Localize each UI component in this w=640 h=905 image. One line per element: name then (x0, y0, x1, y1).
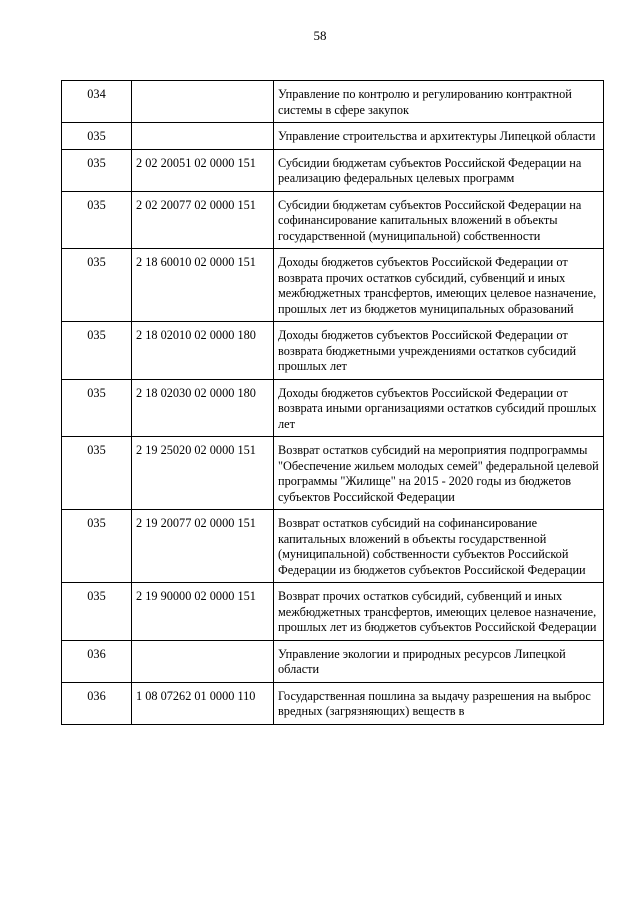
table-row (62, 191, 604, 249)
description-cell: Доходы бюджетов субъектов Российской Федерации от возврата прочих остатков субсидий, субвенций и иных межбюджетных трансфертов, имеющих целевое назначение, прошлых лет из бюджетов муниципальных образований (274, 249, 604, 322)
kbk-code-cell: 2 18 02030 02 0000 180 (132, 379, 274, 437)
admin-code-cell: 035 (62, 437, 132, 510)
description-cell: Возврат остатков субсидий на софинансирование капитальных вложений в объекты государственной (муниципальной) собственности субъектов Российской Федерации из бюджетов субъектов Российской Федерации (274, 510, 604, 583)
table-row (62, 81, 604, 123)
description-cell: Государственная пошлина за выдачу разрешения на выброс вредных (загрязняющих) веществ в (274, 682, 604, 724)
admin-code-cell: 035 (62, 249, 132, 322)
description-cell: Возврат остатков субсидий на мероприятия подпрограммы "Обеспечение жильем молодых семей" федеральной целевой программы "Жилище" на 2015 - 2020 годы из бюджетов субъектов Российской Федерации (274, 437, 604, 510)
page-number: 58 (313, 28, 327, 43)
table-row (62, 682, 604, 724)
kbk-code-cell (132, 81, 274, 123)
kbk-code-cell: 2 02 20051 02 0000 151 (132, 149, 274, 191)
description-cell: Доходы бюджетов субъектов Российской Федерации от возврата бюджетными учреждениями остатков субсидий прошлых лет (274, 322, 604, 380)
kbk-code-cell (132, 640, 274, 682)
description-cell: Доходы бюджетов субъектов Российской Федерации от возврата иными организациями остатков субсидий прошлых лет (274, 379, 604, 437)
table-row (62, 437, 604, 510)
budget-classification-table (61, 80, 604, 725)
table-row (62, 640, 604, 682)
admin-code-cell: 035 (62, 149, 132, 191)
kbk-code-cell: 2 18 02010 02 0000 180 (132, 322, 274, 380)
kbk-code-cell: 2 19 90000 02 0000 151 (132, 583, 274, 641)
description-cell: Субсидии бюджетам субъектов Российской Федерации на софинансирование капитальных вложений в объекты государственной (муниципальной) собственности (274, 191, 604, 249)
table-row (62, 322, 604, 380)
description-cell: Возврат прочих остатков субсидий, субвенций и иных межбюджетных трансфертов, имеющих целевое назначение, прошлых лет из бюджетов субъектов Российской Федерации (274, 583, 604, 641)
table-row (62, 510, 604, 583)
admin-code-cell: 036 (62, 640, 132, 682)
description-cell: Управление строительства и архитектуры Липецкой области (274, 123, 604, 150)
admin-code-cell: 036 (62, 682, 132, 724)
kbk-code-cell: 2 19 25020 02 0000 151 (132, 437, 274, 510)
admin-code-cell: 035 (62, 379, 132, 437)
table-row (62, 123, 604, 150)
description-cell: Управление по контролю и регулированию контрактной системы в сфере закупок (274, 81, 604, 123)
kbk-code-cell: 2 19 20077 02 0000 151 (132, 510, 274, 583)
table-row (62, 379, 604, 437)
table-row (62, 583, 604, 641)
description-cell: Управление экологии и природных ресурсов Липецкой области (274, 640, 604, 682)
table-row (62, 249, 604, 322)
kbk-code-cell: 1 08 07262 01 0000 110 (132, 682, 274, 724)
admin-code-cell: 035 (62, 191, 132, 249)
kbk-code-cell (132, 123, 274, 150)
kbk-code-cell: 2 18 60010 02 0000 151 (132, 249, 274, 322)
table-row (62, 149, 604, 191)
admin-code-cell: 035 (62, 123, 132, 150)
admin-code-cell: 035 (62, 322, 132, 380)
description-cell: Субсидии бюджетам субъектов Российской Федерации на реализацию федеральных целевых программ (274, 149, 604, 191)
admin-code-cell: 035 (62, 510, 132, 583)
kbk-code-cell: 2 02 20077 02 0000 151 (132, 191, 274, 249)
admin-code-cell: 034 (62, 81, 132, 123)
admin-code-cell: 035 (62, 583, 132, 641)
